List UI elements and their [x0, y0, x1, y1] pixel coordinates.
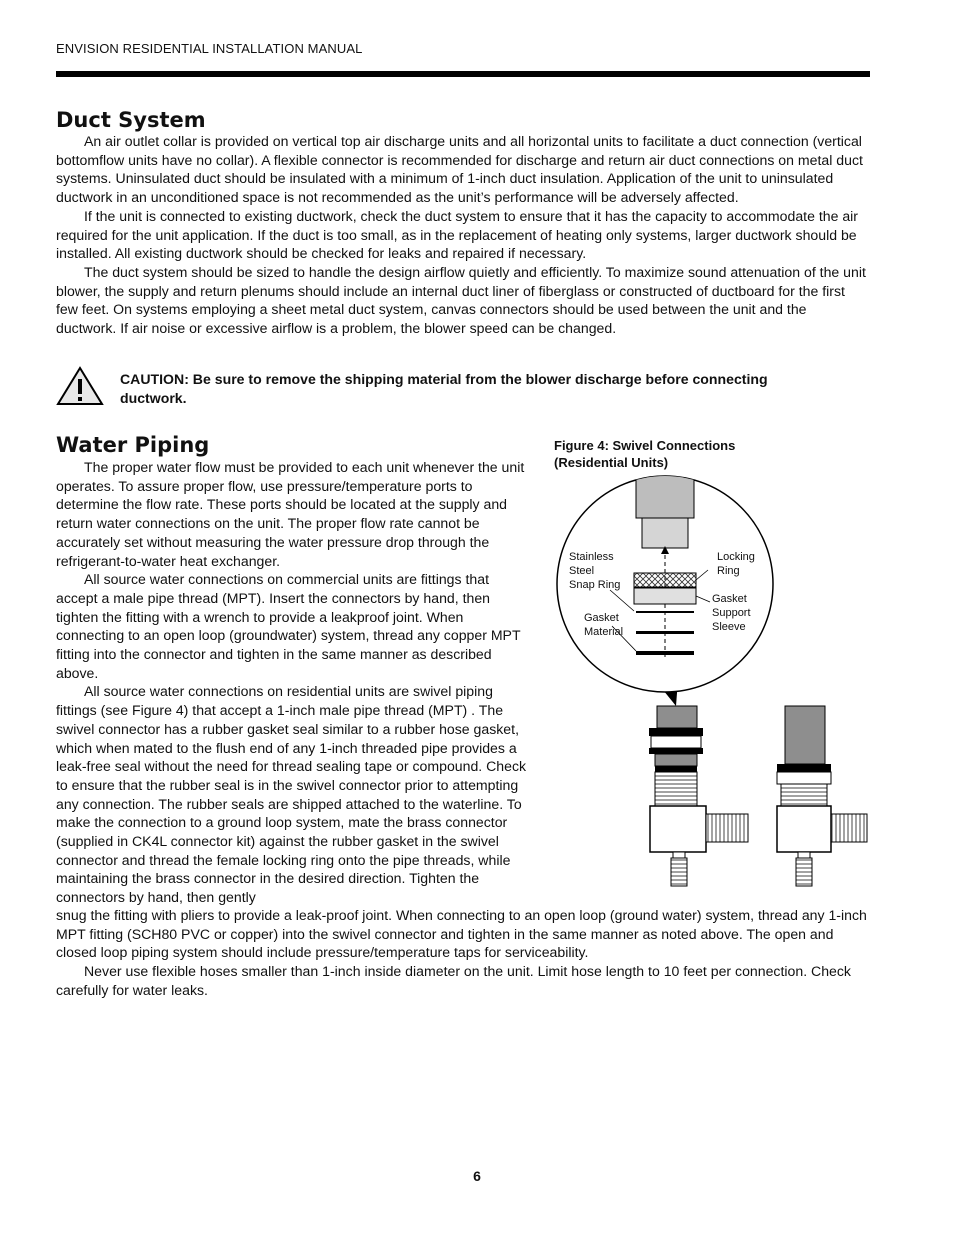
page-number: 6: [473, 1168, 481, 1184]
water-paragraph-3: All source water connections on residential units are swivel piping fittings (see Figure 4) that accept a 1-inch male pipe thread (MPT) . The swivel connector has a rubber gasket seal similar to a rubber hose gasket, which when mated to the flush end of any 1-inch threaded pipe provides a leak-free seal without the need for thread sealing tape or compound. Check to ensure that the rubber seal is in the swivel connector prior to attempting any connection. The rubber seals are shipped attached to the waterline. To make the connection to a ground loop system, mate the brass connector (supplied in CK4L connector kit) against the rubber gasket in the swivel connector and thread the female locking ring onto the pipe threads, while maintaining the brass connector in the desired direction. Tighten the connectors by hand, then gently: [56, 683, 527, 906]
label-locking-2: Ring: [717, 565, 740, 577]
warning-triangle-icon: [56, 366, 104, 406]
water-paragraph-1: The proper water flow must be provided to each unit whenever the unit operates. To assure proper flow, use pressure/temperature ports to determine the flow rate. These ports should be located at the supply and return water connections on the unit. The proper flow rate cannot be accurately set without measuring the water pressure drop through the refrigerant-to-water heat exchanger.: [56, 459, 525, 569]
label-locking-1: Locking: [717, 551, 755, 563]
water-piping-body-left: [56, 458, 528, 907]
duct-system-heading: Duct System: [56, 108, 206, 132]
label-gasket-support-1: Gasket: [712, 593, 747, 605]
figure-caption: [554, 437, 735, 471]
duct-paragraph-1: An air outlet collar is provided on vertical top air discharge units and all horizontal units to facilitate a duct connection (vertical bottomflow units have no collar). A flexible connector is recommended for discharge and return air duct connections on metal duct systems. Uninsulated duct should be insulated with a minimum of 1-inch duct insulation. Application of the unit to uninsulated ductwork in an unconditioned space is not recommended as the unit’s performance will be adversely affected.: [56, 133, 863, 206]
header-rule: [56, 71, 870, 77]
label-stainless-1: Stainless: [569, 551, 614, 563]
label-gasket-support-3: Sleeve: [712, 621, 746, 633]
label-gasket-support-2: Support: [712, 607, 751, 619]
gasket-part: [636, 631, 694, 634]
swivel-connector-right: [777, 706, 867, 886]
label-gasket-material-2: Material: [584, 626, 624, 638]
caution-text: CAUTION: Be sure to remove the shipping material from the blower discharge before connecting ductwork.: [120, 371, 768, 406]
locking-ring-part: [634, 573, 696, 587]
water-paragraph-3-continued: snug the fitting with pliers to provide a leak-proof joint. When connecting to an open loop (ground water) system, thread any 1-inch MPT fitting (SCH80 PVC or copper) into the swivel connector and tighten in the same manner as noted above. The open and closed loop piping system should include pressure/temperature taps for serviceability.: [56, 907, 867, 961]
water-paragraph-4: Never use flexible hoses smaller than 1-inch inside diameter on the unit. Limit hose length to 10 feet per connection. Check carefully for water leaks.: [56, 963, 851, 998]
label-stainless-2: Steel: [569, 565, 595, 577]
figure-caption-line-2: (Residential Units): [554, 455, 669, 470]
label-stainless-3: Snap Ring: [569, 579, 621, 591]
duct-paragraph-3: The duct system should be sized to handle the design airflow quietly and efficiently. To maximize sound attenuation of the unit blower, the supply and return plenums should include an internal duct liner of fiberglass or constructed of ductboard for the first few feet. On systems employing a sheet metal duct system, canvas connectors should be used between the unit and the ductwork. If air noise or excessive airflow is a problem, the blower speed can be changed.: [56, 263, 866, 337]
gasket-support-sleeve-part: [634, 588, 696, 604]
snap-ring-part: [636, 611, 694, 613]
water-paragraph-2: All source water connections on commercial units are fittings that accept a male pipe thread (MPT). Insert the connectors by hand, then tighten the fitting with a wrench to provide a leakproof joint. When connecting to an open loop (groundwater) system, thread any copper MPT fitting into the connector and tighten in the same manner as described above.: [56, 571, 521, 681]
duct-system-body: [56, 132, 870, 338]
manual-header-title: ENVISION RESIDENTIAL INSTALLATION MANUAL: [56, 41, 363, 56]
water-piping-body-full: [56, 906, 876, 1000]
water-piping-heading: Water Piping: [56, 433, 210, 457]
swivel-connector-left: [649, 706, 748, 886]
figure-caption-line-1: Figure 4: Swivel Connections: [554, 438, 736, 453]
swivel-connection-figure: [550, 474, 880, 894]
label-gasket-material-1: Gasket: [584, 612, 619, 624]
duct-paragraph-2: If the unit is connected to existing ductwork, check the duct system to ensure that it has the capacity to accommodate the air required for the unit application. If the duct is too small, as in the replacement of heating only systems, larger ductwork should be installed. All existing ductwork should be checked for leaks and repaired if necessary.: [56, 207, 858, 262]
